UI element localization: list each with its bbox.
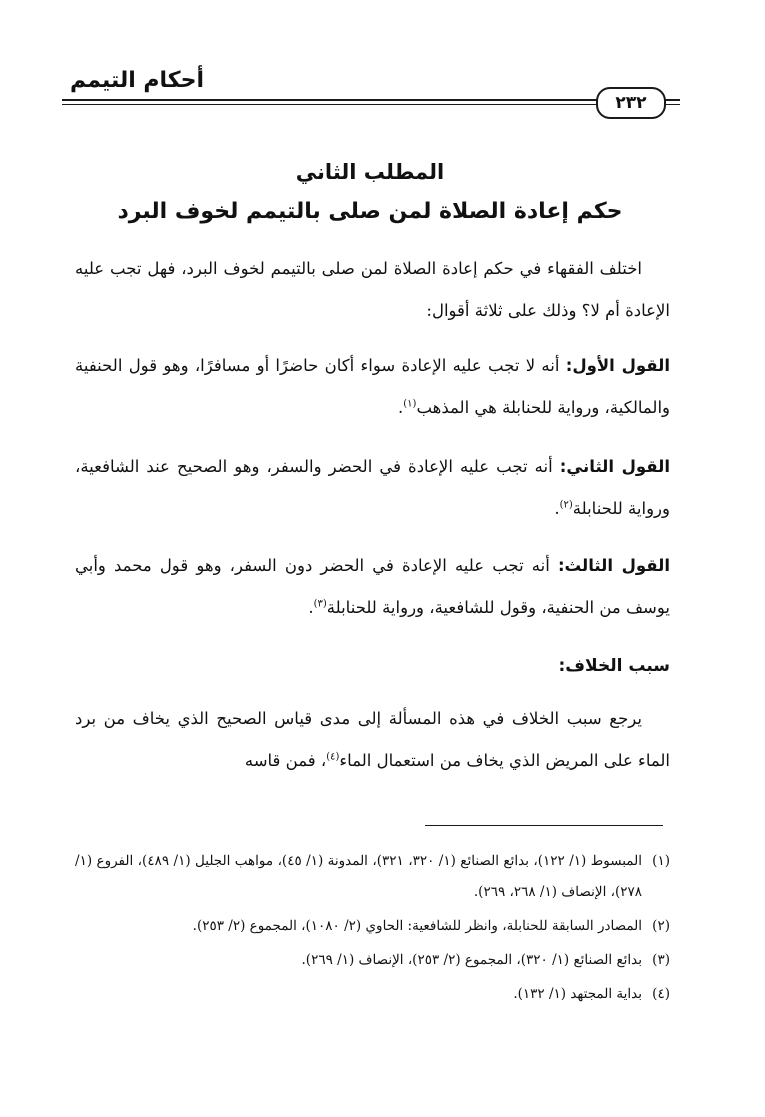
opinion-paragraph-3: القول الثالث: أنه تجب عليه الإعادة في الحضر دون السفر، وهو قول محمد وأبي يوسف من الحنفية، وقول للشافعية، ورواية للحنابلة$^{(٣)}$. [75, 556, 670, 617]
reason-heading: سبب الخلاف: [558, 656, 670, 676]
footnote-ref-2[interactable]: (٢) [559, 499, 573, 511]
footnote-item [75, 911, 670, 942]
footnote-text: المصادر السابقة للحنابلة، وانظر للشافعية: الحاوي (٢/ ١٠٨٠)، المجموع (٢/ ٢٥٣). [192, 918, 642, 934]
footnote-item [75, 846, 670, 908]
opinion-paragraph-1: القول الأول: أنه لا تجب عليه الإعادة سواء أكان حاضرًا أو مسافرًا، وهو قول الحنفية والمالكية، ورواية للحنابلة هي المذهب$^{(١)}$. [75, 356, 670, 417]
opinion-label-2: القول الثاني: [559, 457, 670, 476]
footnote-number: (٢) [652, 918, 670, 934]
footnote-ref-1[interactable]: (١) [403, 398, 417, 410]
footnote-number: (٤) [652, 986, 670, 1002]
footnote-text: المبسوط (١/ ١٢٢)، بدائع الصنائع (١/ ٣٢٠، ٣٢١)، المدونة (١/ ٤٥)، مواهب الجليل (١/ ٤٨٩)، الفروع (١/ ٢٧٨)، الإنصاف (١/ ٢٦٨، ٢٦٩). [75, 853, 642, 900]
footnote-text: بدائع الصنائع (١/ ٣٢٠)، المجموع (٢/ ٢٥٣)، الإنصاف (١/ ٢٦٩). [301, 952, 642, 968]
book-title: أحكام التيمم [70, 68, 204, 93]
footnote-item [75, 945, 670, 976]
section-label: المطلب الثاني [295, 160, 445, 184]
reason-text-b: ، فمن قاسه [244, 751, 327, 770]
opinion-label-3: القول الثالث: [557, 556, 670, 575]
header-rule [62, 99, 680, 101]
opinion-paragraph-2: القول الثاني: أنه تجب عليه الإعادة في الحضر والسفر، وهو الصحيح عند الشافعية، ورواية للحنابلة$^{(٢)}$. [75, 457, 670, 518]
opinion-text-2: أنه تجب عليه الإعادة في الحضر والسفر، وهو الصحيح عند الشافعية، ورواية للحنابلة [75, 457, 670, 518]
opinion-label-1: القول الأول: [565, 356, 670, 375]
footnote-number: (٣) [652, 952, 670, 968]
intro-paragraph: اختلف الفقهاء في حكم إعادة الصلاة لمن صلى بالتيمم لخوف البرد، فهل تجب عليه الإعادة أم لا؟ وذلك على ثلاثة أقوال: [75, 259, 670, 320]
opinion-text-3: أنه تجب عليه الإعادة في الحضر دون السفر، وهو قول محمد وأبي يوسف من الحنفية، وقول للشافعية، ورواية للحنابلة [75, 556, 670, 617]
footnote-text: بداية المجتهد (١/ ١٣٢). [513, 986, 642, 1002]
reason-text-a: يرجع سبب الخلاف في هذه المسألة إلى مدى قياس الصحيح الذي يخاف من برد الماء على المريض الذي يخاف من استعمال الماء [75, 709, 670, 770]
footnote-ref-4[interactable]: (٤) [326, 751, 340, 763]
footnote-number: (١) [652, 853, 670, 869]
footnote-list [75, 846, 670, 1013]
header-rule-thin [62, 104, 680, 105]
page-number: ٢٣٢ [596, 87, 666, 119]
footnote-item [75, 979, 670, 1010]
opinion-text-1: أنه لا تجب عليه الإعادة سواء أكان حاضرًا أو مسافرًا، وهو قول الحنفية والمالكية، ورواية للحنابلة هي المذهب [75, 356, 670, 417]
footnote-rule [425, 825, 663, 826]
section-title: حكم إعادة الصلاة لمن صلى بالتيمم لخوف البرد [117, 199, 623, 224]
reason-paragraph [75, 698, 670, 782]
footnote-ref-3[interactable]: (٣) [313, 598, 327, 610]
